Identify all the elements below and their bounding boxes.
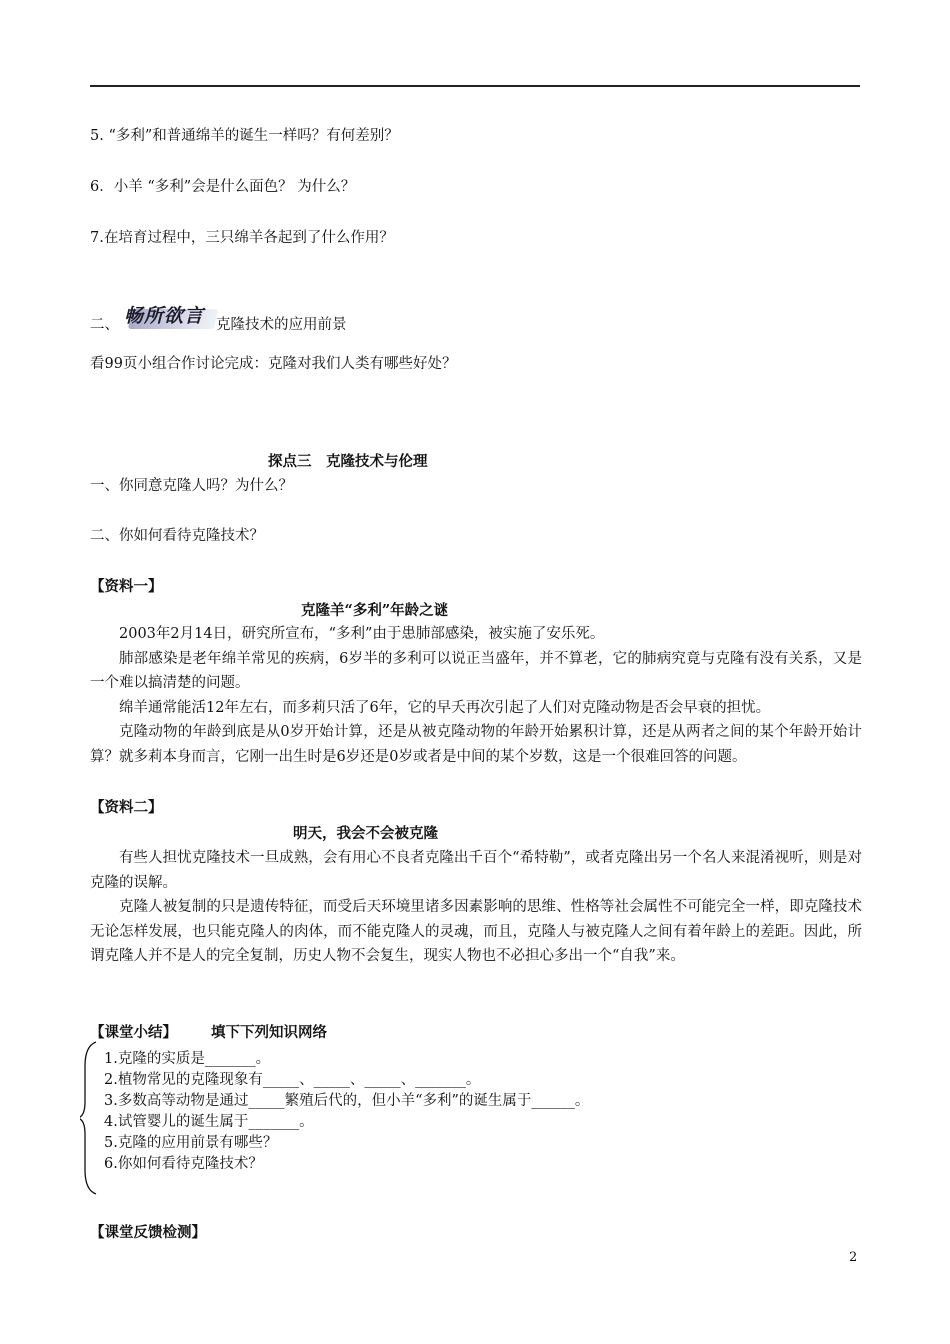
summary-title: 填下下列知识网络 [211,1024,327,1041]
tandian3-heading: 探点三 克隆技术与伦理 [268,453,428,470]
question-5: 5. “多利”和普通绵羊的诞生一样吗？有何差别？ [90,128,399,144]
summary-item: 4.试管婴儿的诞生属于_______。 [104,1114,314,1130]
material1-body [90,622,862,770]
section2-instruction: 看99页小组合作讨论完成：克隆对我们人类有哪些好处？ [90,356,457,372]
question-6: 6．小羊 “多利”会是什么面色？ 为什么？ [90,179,356,195]
summary-label: 【课堂小结】 [90,1024,177,1041]
brace-path [80,1042,96,1194]
summary-item: 2.植物常见的克隆现象有_____、_____、_____、_______。 [104,1072,481,1088]
page-number: 2 [849,1250,858,1265]
summary-item: 6.你如何看待克隆技术？ [104,1156,263,1172]
summary-brace [80,1040,100,1196]
material1-label: 【资料一】 [90,578,163,595]
material1-paragraph: 绵羊通常能活12年左右，而多莉只活了6年，它的早夭再次引起了人们对克隆动物是否会早衰的担忧。 [119,699,771,716]
material1-title: 克隆羊“多利”年龄之谜 [301,602,449,619]
section2-prefix: 二、 [90,317,119,333]
tandian3-question-2: 二、你如何看待克隆技术？ [90,528,264,544]
material1-paragraph: 肺部感染是老年绵羊常见的疾病，6岁半的多利可以说正当盛年，并不算老，它的肺病究竟与克隆有没有关系，又是一个难以搞清楚的问题。 [90,650,862,692]
material2-paragraph: 克隆人被复制的只是遗传特征，而受后天环境里诸多因素影响的思维、性格等社会属性不可能完全一样，即克隆技术无论怎样发展，也只能克隆人的肉体，而不能克隆人的灵魂，而且，克隆人与被克隆人之间有着年龄上的差距。因此，所谓克隆人并不是人的完全复制，历史人物不会复生，现实人物也不必担心多出一个“自我”来。 [90,899,862,965]
material2-title: 明天，我会不会被克隆 [293,825,438,842]
summary-item: 5.克隆的应用前景有哪些？ [104,1135,278,1151]
header-rule [90,85,860,87]
summary-item: 3.多数高等动物是通过_____繁殖后代的，但小羊“多利”的诞生属于______。 [104,1093,590,1109]
summary-item: 1.克隆的实质是_______。 [104,1051,271,1067]
material1-paragraph: 克隆动物的年龄到底是从0岁开始计算，还是从被克隆动物的年龄开始累积计算，还是从两者之间的某个年龄开始计算？就多莉本身而言，它刚一出生时是6岁还是0岁或者是中间的某个岁数，这是一个很难回答的问题。 [90,724,862,765]
tandian3-question-1: 一、你同意克隆人吗？为什么？ [90,478,293,494]
material1-paragraph: 2003年2月14日，研究所宣布，“多利”由于患肺部感染，被实施了安乐死。 [119,626,605,642]
material2-body [90,846,862,969]
stamp-text: 畅所欲言 [124,305,205,327]
feedback-label: 【课堂反馈检测】 [90,1224,206,1241]
material2-paragraph: 有些人担忧克隆技术一旦成熟，会有用心不良者克隆出千百个“希特勒”，或者克隆出另一个名人来混淆视听，则是对克隆的误解。 [90,850,862,891]
material2-label: 【资料二】 [90,799,163,816]
question-7: 7.在培育过程中，三只绵羊各起到了什么作用？ [90,230,394,246]
section2-title: 克隆技术的应用前景 [216,317,347,333]
speak-freely-stamp [124,301,222,331]
